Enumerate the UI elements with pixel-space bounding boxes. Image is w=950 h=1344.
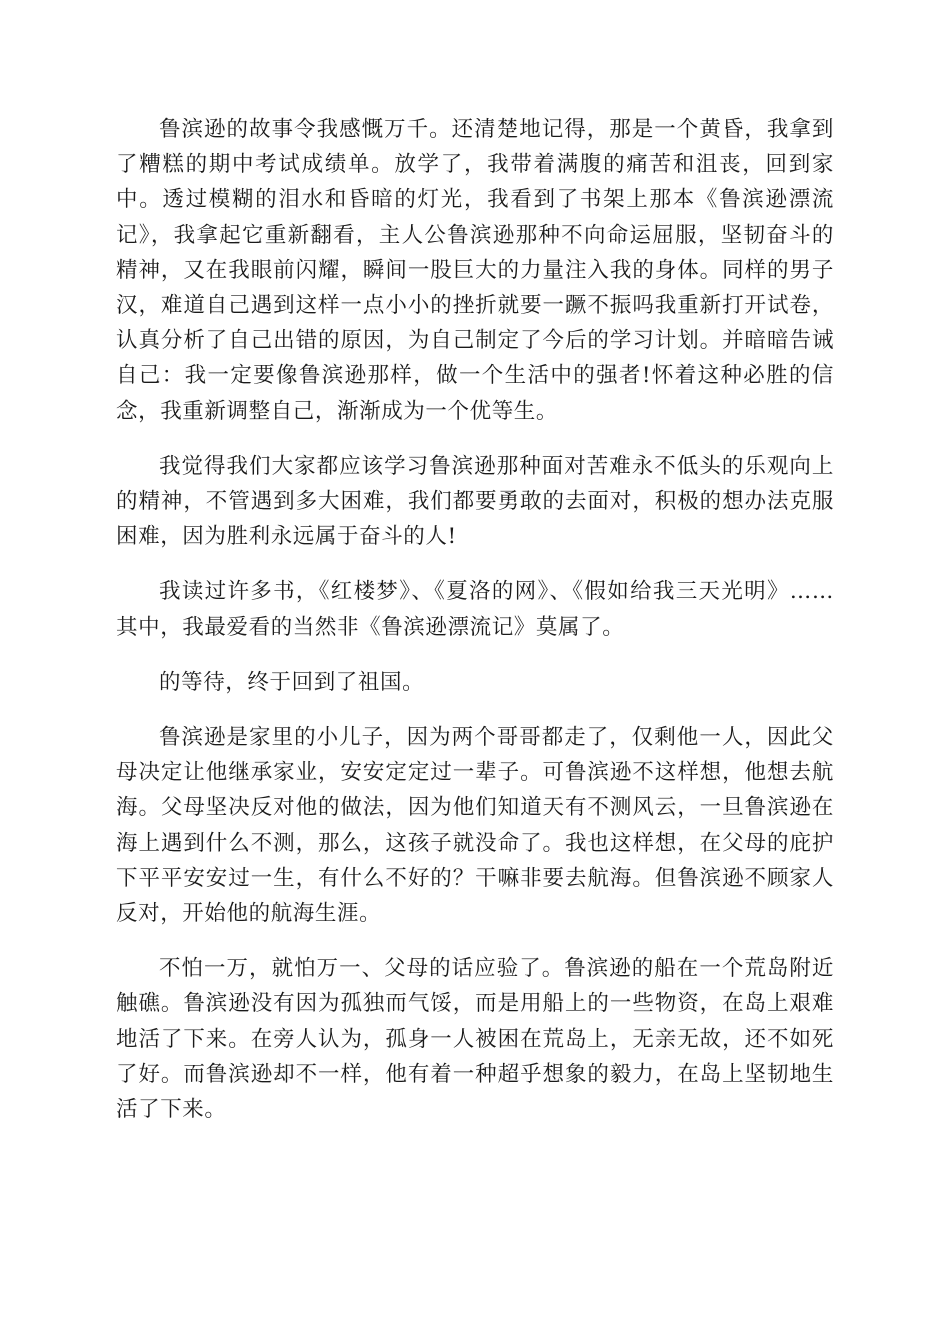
paragraph-5: 鲁滨逊是家里的小儿子，因为两个哥哥都走了，仅剩他一人，因此父母决定让他继承家业，安安定定过一辈子。可鲁滨逊不这样想，他想去航海。父母坚决反对他的做法，因为他们知道天有不测风云，一旦鲁滨逊在海上遇到什么不测，那么，这孩子就没命了。我也这样想，在父母的庇护下平平安安过一生，有什么不好的？干嘛非要去航海。但鲁滨逊不顾家人反对，开始他的航海生涯。 <box>116 725 834 927</box>
paragraph-4: 的等待，终于回到了祖国。 <box>159 669 425 695</box>
paragraph-1: 鲁滨逊的故事令我感慨万千。还清楚地记得，那是一个黄昏，我拿到了糟糕的期中考试成绩单。放学了，我带着满腹的痛苦和沮丧，回到家中。透过模糊的泪水和昏暗的灯光，我看到了书架上那本《鲁滨逊漂流记》，我拿起它重新翻看，主人公鲁滨逊那种不向命运屈服，坚韧奋斗的精神，又在我眼前闪耀，瞬间一股巨大的力量注入我的身体。同样的男子汉，难道自己遇到这样一点小小的挫折就要一蹶不振吗我重新打开试卷，认真分析了自己出错的原因，为自己制定了今后的学习计划。并暗暗告诫自己：我一定要像鲁滨逊那样，做一个生活中的强者!怀着这种必胜的信念，我重新调整自己，渐渐成为一个优等生。 <box>116 117 834 424</box>
paragraph-6: 不怕一万，就怕万一、父母的话应验了。鲁滨逊的船在一个荒岛附近触礁。鲁滨逊没有因为孤独而气馁，而是用船上的一些物资，在岛上艰难地活了下来。在旁人认为，孤身一人被困在荒岛上，无亲无故，还不如死了好。而鲁滨逊却不一样，他有着一种超乎想象的毅力，在岛上坚韧地生活了下来。 <box>116 956 834 1123</box>
paragraph-2: 我觉得我们大家都应该学习鲁滨逊那种面对苦难永不低头的乐观向上的精神，不管遇到多大困难，我们都要勇敢的去面对，积极的想办法克服困难，因为胜利永远属于奋斗的人! <box>116 453 834 550</box>
document-page <box>116 112 834 1147</box>
paragraph-3: 我读过许多书，《红楼梦》、《夏洛的网》、《假如给我三天光明》……其中，我最爱看的当然非《鲁滨逊漂流记》莫属了。 <box>116 579 834 640</box>
